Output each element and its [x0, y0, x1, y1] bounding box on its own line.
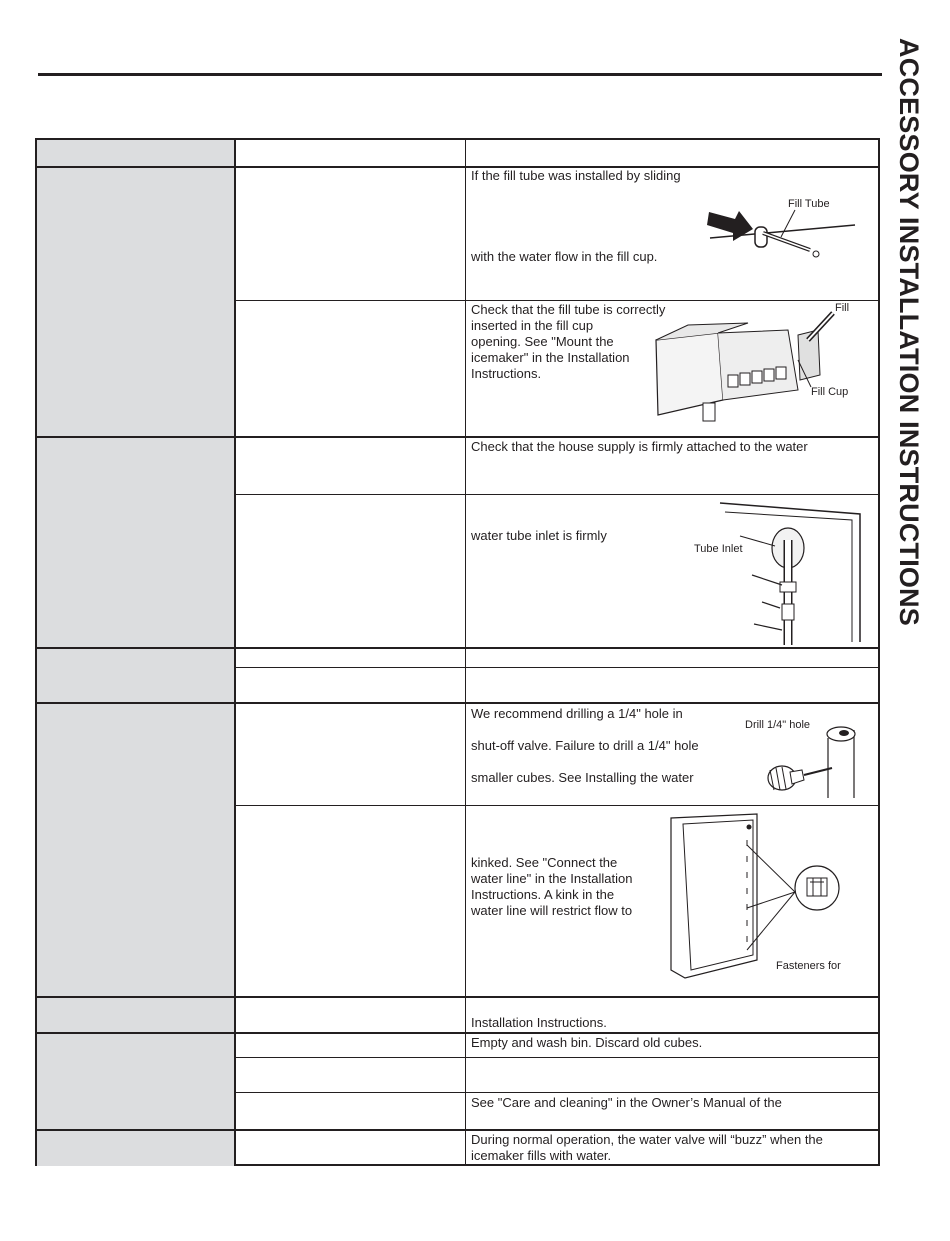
category-cell-4 — [37, 704, 234, 996]
solution-text: We recommend drilling a 1/4" hole in — [471, 706, 683, 721]
fastener-illustration — [665, 810, 845, 988]
sub-row-divider — [234, 805, 878, 806]
row-divider — [37, 702, 878, 704]
category-cell-5 — [37, 998, 234, 1032]
fill-tube-label: Fill Tube — [788, 198, 830, 210]
icemaker-illustration — [648, 305, 838, 430]
solution-text: If the fill tube was installed by sliding — [471, 168, 681, 183]
row-divider — [37, 996, 878, 998]
category-cell-header — [37, 140, 234, 166]
solution-text: Installation Instructions. — [471, 1015, 607, 1030]
row-divider — [37, 647, 878, 649]
solution-text: kinked. See "Connect the water line" in the Installation Instructions. A kink in the water line will restrict flow to — [471, 855, 633, 918]
category-cell-3 — [37, 649, 234, 702]
solution-text: Check that the fill tube is correctly inserted in the fill cup opening. See "Mount the icemaker" in the Installation Instructions. — [471, 302, 666, 381]
solution-text: Empty and wash bin. Discard old cubes. — [471, 1035, 703, 1050]
header-rule — [38, 73, 882, 76]
sub-row-divider — [234, 1057, 878, 1058]
fill-tube-illustration — [705, 205, 860, 265]
drill-illustration — [760, 720, 865, 800]
troubleshooting-table — [35, 138, 880, 1166]
category-cell-7 — [37, 1131, 234, 1166]
solution-text: shut-off valve. Failure to drill a 1/4" hole — [471, 738, 699, 753]
side-title: ACCESSORY INSTALLATION INSTRUCTIONS — [894, 38, 924, 627]
fasteners-label: Fasteners for — [776, 960, 841, 972]
solution-text: smaller cubes. See Installing the water — [471, 770, 694, 785]
solution-text: water tube inlet is firmly — [471, 528, 607, 543]
column-divider — [234, 140, 236, 1166]
row-divider — [37, 166, 878, 168]
sub-row-divider — [234, 494, 878, 495]
solution-text: During normal operation, the water valve will “buzz” when the icemaker fills with water. — [471, 1132, 823, 1163]
fill-label: Fill — [835, 302, 850, 314]
row-divider — [37, 1129, 878, 1131]
column-divider — [465, 140, 466, 1166]
category-cell-1 — [37, 167, 234, 436]
sub-row-divider — [234, 667, 878, 668]
row-divider — [37, 1032, 878, 1034]
water-inlet-illustration — [720, 500, 870, 645]
sub-row-divider — [234, 1092, 878, 1093]
category-cell-6 — [37, 1034, 234, 1129]
drill-label: Drill 1/4" hole — [745, 719, 811, 731]
row-divider — [37, 436, 878, 438]
fill-cup-label: Fill Cup — [811, 386, 849, 398]
sub-row-divider — [234, 300, 878, 301]
solution-text: with the water flow in the fill cup. — [471, 249, 658, 264]
solution-text: Check that the house supply is firmly attached to the water — [471, 439, 808, 454]
category-cell-2 — [37, 438, 234, 647]
tube-inlet-label: Tube Inlet — [694, 543, 743, 555]
solution-text: See "Care and cleaning" in the Owner’s Manual of the — [471, 1095, 782, 1110]
